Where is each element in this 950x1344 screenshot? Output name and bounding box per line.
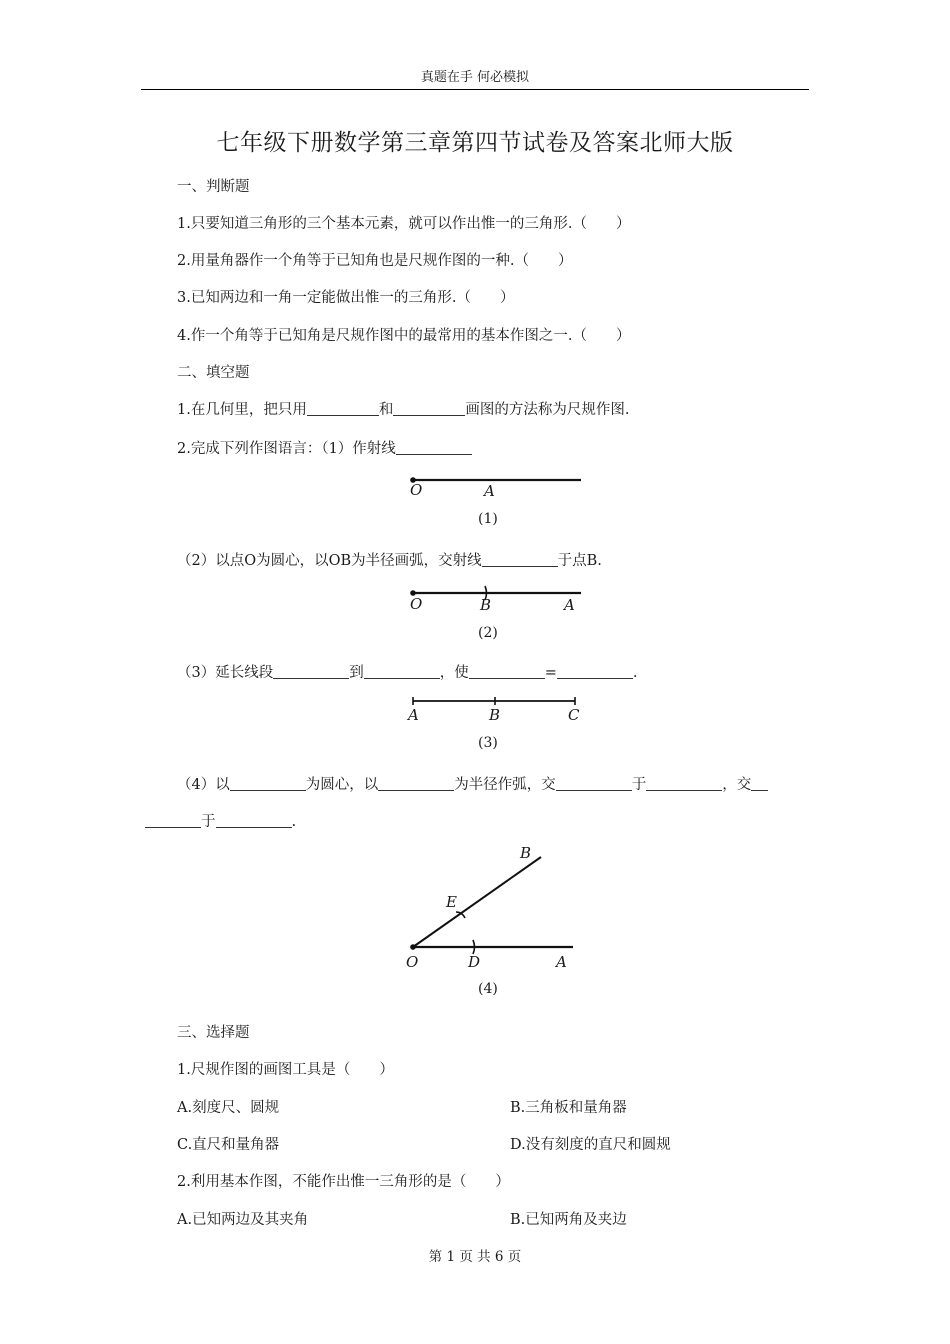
point-o	[410, 944, 416, 950]
fill-p3-part-b: 到	[349, 665, 364, 681]
fill-p4-line1	[177, 773, 768, 794]
document-title: 七年级下册数学第三章第四节试卷及答案北师大版	[216, 130, 734, 156]
fill-q1-part-a: 1.在几何里，把只用	[177, 402, 307, 418]
fill-p3-part-d: =	[544, 665, 557, 681]
fill-p2	[177, 549, 602, 570]
label-d: D	[468, 953, 481, 971]
label-b: B	[489, 706, 501, 724]
fill-p2-part-a: （2）以点O为圆心，以OB为半径画弧，交射线	[177, 553, 482, 569]
fill-p3-part-e: .	[632, 665, 638, 681]
fill-p4-part-a: （4）以	[177, 777, 230, 793]
fill-p3-part-a: （3）延长线段	[177, 665, 274, 681]
answer-blank[interactable]	[230, 776, 306, 791]
answer-blank[interactable]	[393, 401, 465, 416]
fill-q1-part-b: 和	[378, 402, 394, 418]
ray-ob	[413, 857, 541, 947]
figure-1-caption: (1)	[478, 511, 498, 527]
section3-heading: 三、选择题	[177, 1025, 250, 1041]
choice-q2-option-a: A.已知两边及其夹角	[177, 1212, 309, 1228]
fill-p2-part-b: 于点B.	[557, 553, 602, 569]
label-a: A	[564, 596, 575, 614]
choice-q2: 2.利用基本作图，不能作出惟一三角形的是（ ）	[177, 1174, 510, 1190]
fill-p3-part-c: ，使	[439, 665, 469, 681]
label-a: A	[556, 953, 567, 971]
answer-blank[interactable]	[378, 776, 454, 791]
fill-p4-part-b: 为圆心，以	[305, 777, 379, 793]
figure-3-segment	[400, 692, 600, 728]
judge-q3: 3.已知两边和一角一定能做出惟一的三角形.（ ）	[177, 290, 515, 306]
section2-heading: 二、填空题	[177, 365, 250, 381]
choice-q2-option-b: B.已知两角及夹边	[510, 1212, 627, 1228]
fill-p4-line2	[145, 810, 296, 831]
fill-q1	[177, 398, 629, 419]
fill-q1-part-c: 画图的方法称为尺规作图.	[465, 402, 630, 418]
answer-blank[interactable]	[145, 813, 201, 828]
fill-q2-part-a: 2.完成下列作图语言：（1）作射线	[177, 441, 396, 457]
answer-blank[interactable]	[364, 664, 440, 679]
answer-blank[interactable]	[396, 440, 472, 455]
judge-q4: 4.作一个角等于已知角是尺规作图中的最常用的基本作图之一.（ ）	[177, 328, 631, 344]
fill-p4-part-c: 为半径作弧，交	[454, 777, 556, 793]
label-b: B	[520, 844, 532, 862]
fill-p4-part-f: 于	[201, 814, 216, 830]
answer-blank[interactable]	[482, 552, 558, 567]
page-header: 真题在手 何必模拟	[420, 70, 530, 85]
answer-blank[interactable]	[646, 776, 722, 791]
label-o: O	[410, 481, 423, 499]
label-e: E	[446, 893, 457, 911]
label-o: O	[406, 953, 419, 971]
label-b: B	[480, 596, 492, 614]
answer-blank[interactable]	[469, 664, 545, 679]
fill-p3	[177, 661, 638, 682]
choice-q1-option-a: A.刻度尺、圆规	[177, 1100, 280, 1116]
fill-q2	[177, 437, 472, 458]
judge-q2: 2.用量角器作一个角等于已知角也是尺规作图的一种.（ ）	[177, 253, 573, 269]
figure-2-caption: (2)	[478, 625, 498, 641]
page-footer: 第 1 页 共 6 页	[428, 1249, 522, 1265]
answer-blank[interactable]	[273, 664, 349, 679]
label-a: A	[484, 482, 495, 500]
figure-4-caption: (4)	[478, 981, 498, 997]
choice-q1-option-b: B.三角板和量角器	[510, 1100, 627, 1116]
header-rule	[141, 89, 809, 90]
answer-blank[interactable]	[216, 813, 292, 828]
fill-p4-part-d: 于	[631, 777, 647, 793]
choice-q1-option-c: C.直尺和量角器	[177, 1137, 280, 1153]
figure-4-angle	[400, 840, 590, 975]
judge-q1: 1.只要知道三角形的三个基本元素，就可以作出惟一的三角形.（ ）	[177, 216, 631, 232]
label-a: A	[408, 706, 419, 724]
figure-2-ray-arc	[400, 582, 600, 618]
answer-blank[interactable]	[751, 776, 768, 791]
fill-p4-part-g: .	[291, 814, 297, 830]
choice-q1: 1.尺规作图的画图工具是（ ）	[177, 1062, 394, 1078]
section1-heading: 一、判断题	[177, 179, 250, 195]
fill-p4-part-e: ，交	[722, 777, 752, 793]
answer-blank[interactable]	[556, 776, 632, 791]
choice-q1-option-d: D.没有刻度的直尺和圆规	[510, 1137, 671, 1153]
label-c: C	[568, 706, 580, 724]
figure-1-ray	[400, 468, 600, 504]
figure-3-caption: (3)	[478, 735, 498, 751]
answer-blank[interactable]	[307, 401, 379, 416]
answer-blank[interactable]	[557, 664, 633, 679]
label-o: O	[410, 595, 423, 613]
